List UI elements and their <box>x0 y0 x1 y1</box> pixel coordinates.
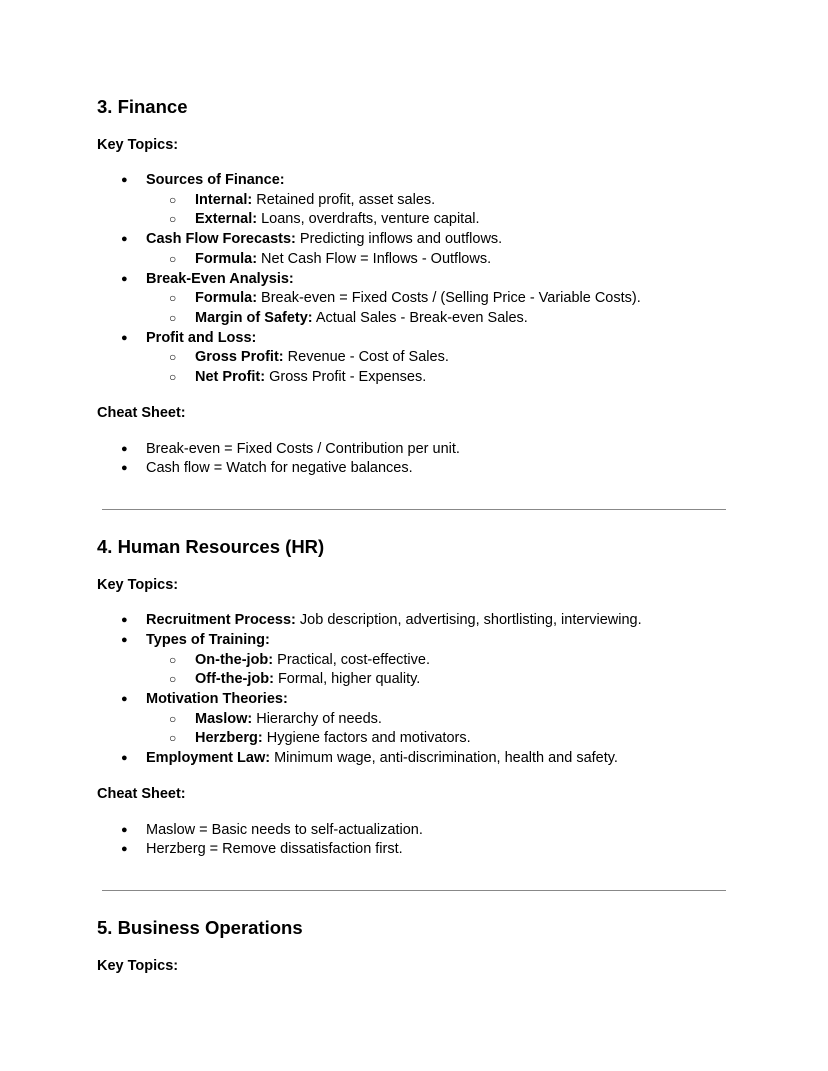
cheat-sheet-list <box>97 821 737 860</box>
filled-bullet-icon: ● <box>121 823 128 836</box>
hollow-bullet-icon: ○ <box>169 370 177 385</box>
topic-term: Maslow: <box>195 710 253 727</box>
topic-description: Minimum wage, anti-discrimination, health and safety. <box>270 750 618 767</box>
topic-description: Actual Sales - Break-even Sales. <box>312 309 528 326</box>
topic-description: Loans, overdrafts, venture capital. <box>257 211 480 228</box>
topic-term: Employment Law: <box>146 750 271 767</box>
hollow-bullet-icon: ○ <box>169 251 177 266</box>
topic-item <box>97 749 737 769</box>
topic-term: Net Profit: <box>195 369 266 386</box>
topic-description: Revenue - Cost of Sales. <box>283 349 449 366</box>
topic-description: Net Cash Flow = Inflows - Outflows. <box>257 250 492 267</box>
topic-item <box>97 348 737 368</box>
hollow-bullet-icon: ○ <box>169 711 177 726</box>
topic-term: Motivation Theories: <box>146 690 288 707</box>
hollow-bullet-icon: ○ <box>169 672 177 687</box>
topic-item <box>97 368 737 388</box>
topic-description: Practical, cost-effective. <box>273 651 430 668</box>
cheat-sheet-label: Cheat Sheet: <box>97 404 186 421</box>
filled-bullet-icon: ● <box>121 233 128 246</box>
key-topics-label: Key Topics: <box>97 137 179 153</box>
topic-term: Off-the-job: <box>195 671 274 688</box>
topic-term: Types of Training: <box>146 631 270 648</box>
key-topics-label: Key Topics: <box>97 958 179 975</box>
topic-term: Gross Profit: <box>195 349 284 366</box>
hollow-bullet-icon: ○ <box>169 291 177 306</box>
document-page <box>97 95 737 976</box>
hollow-bullet-icon: ○ <box>169 731 177 746</box>
topic-description: Hierarchy of needs. <box>252 710 382 727</box>
cheat-text: Herzberg = Remove dissatisfaction first. <box>146 841 403 858</box>
filled-bullet-icon: ● <box>121 272 128 285</box>
topic-item <box>97 631 737 651</box>
topic-description: Formal, higher quality. <box>273 671 421 688</box>
cheat-sheet-list <box>97 440 737 479</box>
filled-bullet-icon: ● <box>121 692 128 705</box>
topic-term: Recruitment Process: <box>146 612 296 629</box>
cheat-item <box>97 821 737 841</box>
section-divider <box>102 509 726 510</box>
topic-item <box>97 710 737 730</box>
topic-item <box>97 230 737 250</box>
topic-item <box>97 171 737 191</box>
section-heading: 4. Human Resources (HR) <box>97 536 325 558</box>
topic-item <box>97 729 737 749</box>
topic-description: Job description, advertising, shortlisting, interviewing. <box>295 612 642 629</box>
filled-bullet-icon: ● <box>121 174 128 186</box>
key-topics-list <box>97 611 737 769</box>
topic-term: Sources of Finance: <box>146 172 285 188</box>
topic-item <box>97 210 737 230</box>
topic-term: Formula: <box>195 250 258 267</box>
topic-description: Gross Profit - Expenses. <box>265 369 427 386</box>
section-heading: 5. Business Operations <box>97 917 303 939</box>
topic-item <box>97 309 737 329</box>
cheat-item <box>97 440 737 460</box>
hollow-bullet-icon: ○ <box>169 192 177 207</box>
filled-bullet-icon: ● <box>121 752 128 765</box>
hollow-bullet-icon: ○ <box>169 212 177 227</box>
topic-item <box>97 329 737 349</box>
filled-bullet-icon: ● <box>121 614 128 627</box>
filled-bullet-icon: ● <box>121 633 128 646</box>
topic-item <box>97 611 737 631</box>
topic-item <box>97 670 737 690</box>
cheat-text: Maslow = Basic needs to self-actualization. <box>146 821 423 838</box>
section-divider <box>102 890 726 891</box>
topic-item <box>97 651 737 671</box>
cheat-text: Break-even = Fixed Costs / Contribution per unit. <box>146 440 460 457</box>
key-topics-label: Key Topics: <box>97 577 179 594</box>
topic-term: Cash Flow Forecasts: <box>146 231 296 248</box>
topic-description: Retained profit, asset sales. <box>252 191 436 208</box>
cheat-item <box>97 459 737 479</box>
topic-item <box>97 690 737 710</box>
topic-term: Internal: <box>195 191 253 208</box>
topic-description: Break-even = Fixed Costs / (Selling Price - Variable Costs). <box>257 290 641 307</box>
topic-term: Profit and Loss: <box>146 329 257 346</box>
filled-bullet-icon: ● <box>121 331 128 344</box>
filled-bullet-icon: ● <box>121 843 128 856</box>
topic-description: Predicting inflows and outflows. <box>295 231 503 248</box>
topic-term: Formula: <box>195 290 258 307</box>
hollow-bullet-icon: ○ <box>169 350 177 365</box>
filled-bullet-icon: ● <box>121 462 128 475</box>
topic-item <box>97 250 737 270</box>
key-topics-list <box>97 171 737 388</box>
topic-term: Herzberg: <box>195 730 263 747</box>
cheat-sheet-label: Cheat Sheet: <box>97 785 186 802</box>
cheat-item <box>97 840 737 860</box>
topic-item <box>97 289 737 309</box>
hollow-bullet-icon: ○ <box>169 310 177 325</box>
section-heading: 3. Finance <box>97 96 188 117</box>
topic-item <box>97 191 737 211</box>
topic-term: External: <box>195 211 258 228</box>
topic-term: On-the-job: <box>195 651 274 668</box>
filled-bullet-icon: ● <box>121 442 128 455</box>
hollow-bullet-icon: ○ <box>169 652 177 667</box>
topic-term: Margin of Safety: <box>195 309 313 326</box>
cheat-text: Cash flow = Watch for negative balances. <box>146 460 413 477</box>
topic-description: Hygiene factors and motivators. <box>262 730 471 747</box>
topic-term: Break-Even Analysis: <box>146 270 294 287</box>
topic-item <box>97 270 737 290</box>
